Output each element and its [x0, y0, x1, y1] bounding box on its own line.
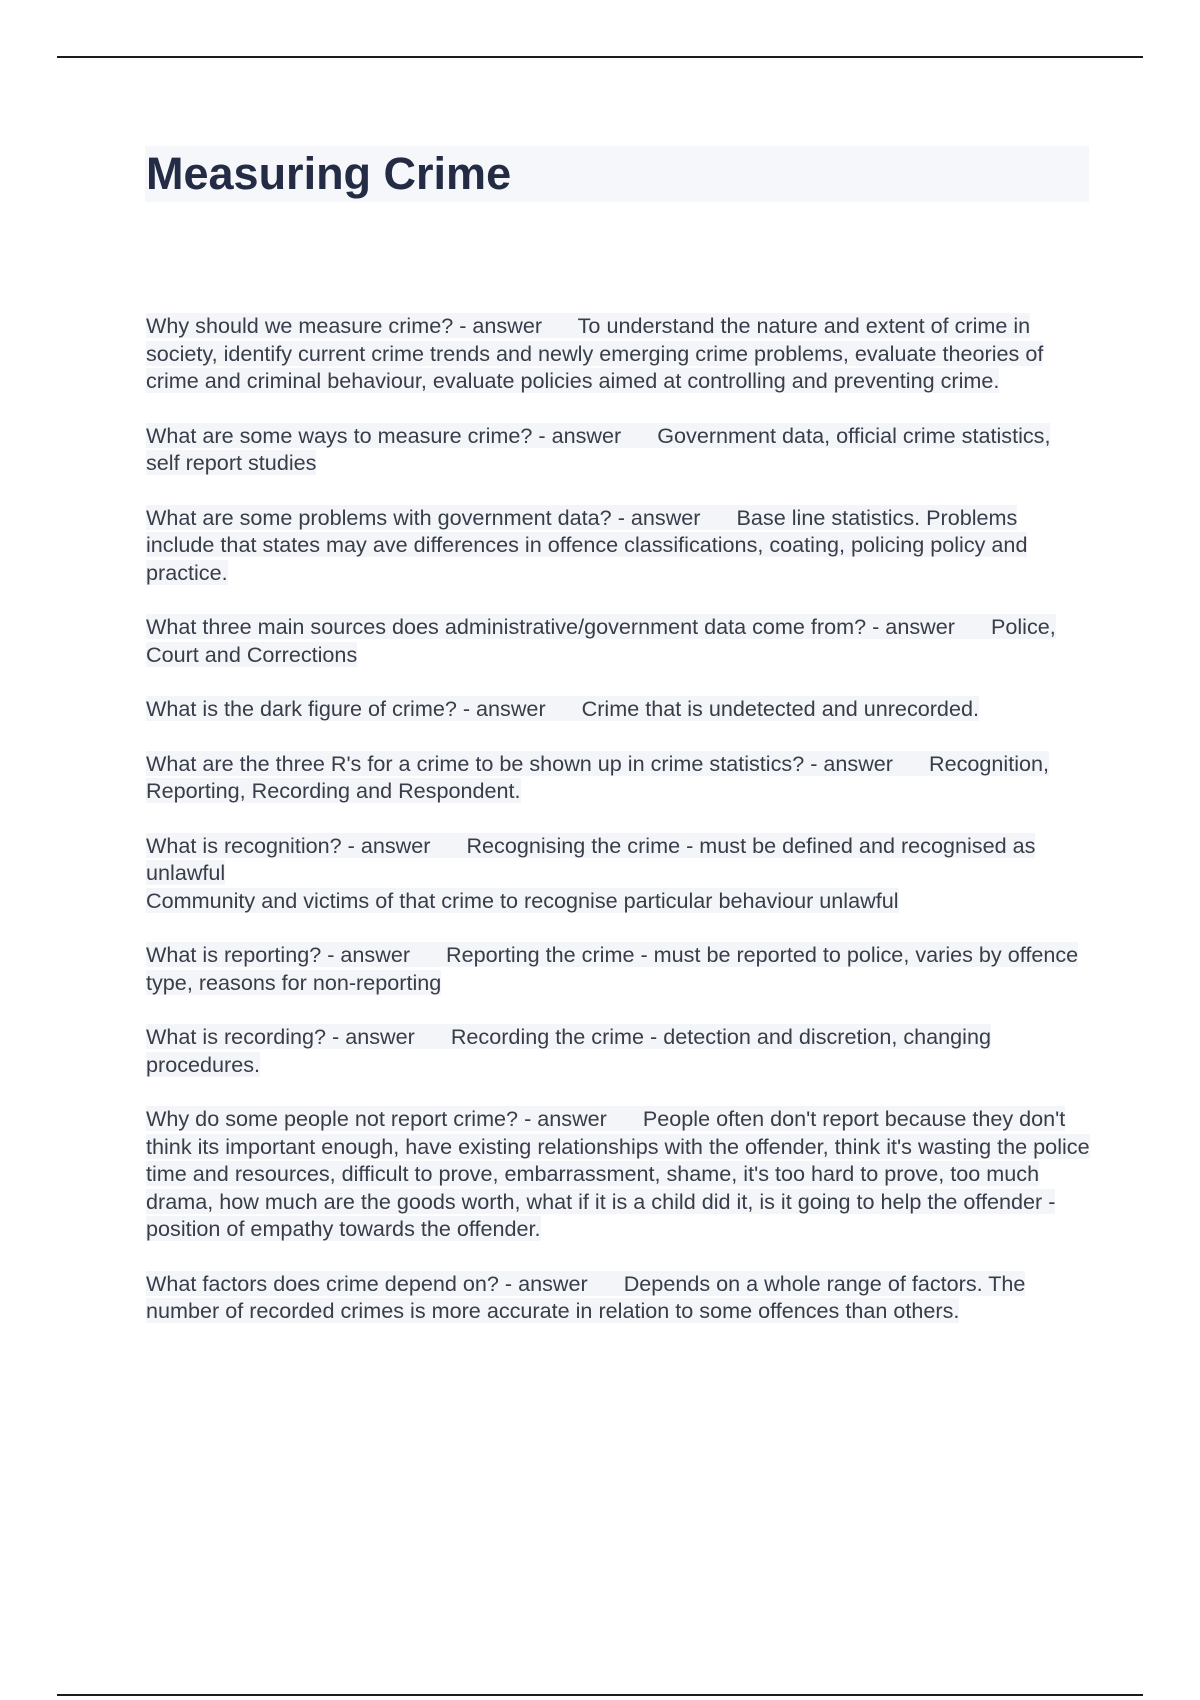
qa-answer: Crime that is undetected and unrecorded.	[581, 696, 979, 721]
qa-question: What is reporting? - answer	[146, 942, 411, 967]
bottom-rule	[57, 1694, 1143, 1696]
qa-answer: Government data, official crime statistics, self report studies	[146, 422, 1051, 475]
qa-question: What is the dark figure of crime? - answer	[146, 696, 546, 721]
qa-question: What is recording? - answer	[146, 1024, 415, 1049]
qa-answer: Recording the crime - detection and discretion, changing procedures.	[146, 1024, 991, 1077]
qa-question: What factors does crime depend on? - answer	[146, 1270, 588, 1296]
document-title: Measuring Crime	[146, 148, 512, 199]
qa-question: What are some problems with government data? - answer	[146, 504, 701, 530]
qa-item	[146, 832, 1090, 915]
qa-item	[146, 941, 1090, 996]
qa-question: Why should we measure crime? - answer	[146, 313, 543, 338]
qa-item	[146, 1105, 1090, 1243]
qa-answer-extra: Community and victims of that crime to recognise particular behaviour unlawful	[146, 887, 899, 913]
qa-item	[146, 750, 1090, 805]
qa-question: What is recognition? - answer	[146, 832, 431, 858]
qa-answer: To understand the nature and extent of crime in society, identify current crime trends and newly emerging crime problems, evaluate theories of crime and criminal behaviour, evaluate policies aimed at controlling and preventing crime.	[146, 313, 1044, 393]
qa-item	[146, 695, 1090, 723]
qa-item	[146, 504, 1090, 587]
qa-question: What are some ways to measure crime? - answer	[146, 422, 622, 448]
qa-answer: People often don't report because they don't think its important enough, have existing relationships with the offender, think it's wasting the police time and resources, difficult to prove, embarrassment, shame, it's too hard to prove, too much drama, how much are the goods worth, what if it is a child did it, is it going to help the offender - position of empathy towards the offender.	[146, 1106, 1090, 1241]
qa-answer: Reporting the crime - must be reported to police, varies by offence type, reasons for non-reporting	[146, 942, 1079, 995]
qa-answer: Recognition, Reporting, Recording and Respondent.	[146, 750, 1050, 803]
qa-answer: Recognising the crime - must be defined and recognised as unlawful	[146, 832, 1036, 885]
qa-question: What are the three R's for a crime to be shown up in crime statistics? - answer	[146, 750, 893, 776]
qa-question: Why do some people not report crime? - answer	[146, 1106, 607, 1131]
qa-item	[146, 1270, 1090, 1325]
qa-item	[146, 613, 1090, 668]
top-rule	[57, 56, 1143, 58]
qa-answer: Depends on a whole range of factors. The number of recorded crimes is more accurate in relation to some offences than others.	[146, 1270, 1026, 1323]
qa-answer: Police, Court and Corrections	[146, 614, 1056, 667]
qa-question: What three main sources does administrative/government data come from? - answer	[146, 614, 955, 639]
qa-answer: Base line statistics. Problems include that states may ave differences in offence classifications, coating, policing policy and practice.	[146, 504, 1028, 585]
qa-item	[146, 422, 1090, 477]
qa-item	[146, 1023, 1090, 1078]
qa-item	[146, 312, 1090, 395]
qa-list	[146, 312, 1090, 1352]
